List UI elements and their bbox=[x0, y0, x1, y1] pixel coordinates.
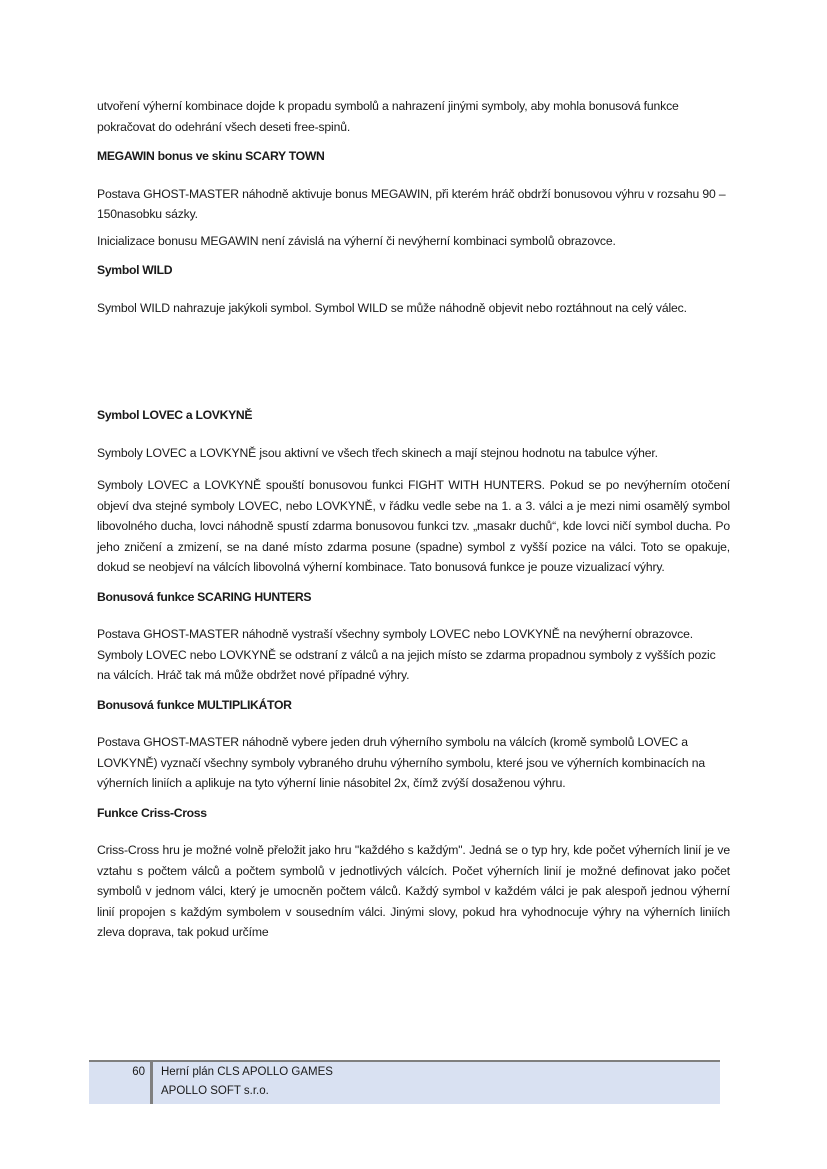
paragraph-multiplikator: Postava GHOST-MASTER náhodně vybere jeden druh výherního symbolu na válcích (kromě symbolů LOVEC a LOVKYNĚ) vyznačí všechny symboly vybraného druhu výherního symbolu, které jsou ve výherních kombinacích na výherních liniích a aplikuje na tyto výherní linie násobitel 2x, čímž zvýší dosaženou výhru. bbox=[97, 735, 705, 790]
heading-criss-cross: Funkce Criss-Cross bbox=[97, 805, 207, 820]
footer-text bbox=[161, 1063, 333, 1101]
footer-divider bbox=[150, 1062, 153, 1104]
paragraph-criss-cross: Criss-Cross hru je možné volně přeložit jako hru "každého s každým". Jedná se o typ hry, kde počet výherních linií je ve vztahu s počtem válců a počtem symbolů v jednotlivých válcích. Počet výherních linií je možné definovat jako počet symbolů v jednom válci, který je umocněn počtem válců. Každý symbol v každém válci je pak alespoň jednou výherní linií propojen s každým symbolem v sousedním válci. Jinými slovy, pokud hra vyhodnocuje výhry na výherních liniích zleva doprava, tak pokud určíme bbox=[97, 843, 730, 939]
paragraph-freespins-continuation: utvoření výherní kombinace dojde k propadu symbolů a nahrazení jinými symboly, aby mohla bonusová funkce pokračovat do odehrání všech deseti free-spinů. bbox=[97, 99, 679, 134]
heading-symbol-lovec-lovkyne: Symbol LOVEC a LOVKYNĚ bbox=[97, 408, 253, 422]
paragraph-symbol-wild: Symbol WILD nahrazuje jakýkoli symbol. Symbol WILD se může náhodně objevit nebo roztáhnout na celý válec. bbox=[97, 300, 687, 315]
blank-space bbox=[97, 324, 730, 400]
document-body bbox=[97, 96, 730, 949]
paragraph-fight-with-hunters: Symboly LOVEC a LOVKYNĚ spouští bonusovou funkci FIGHT WITH HUNTERS. Pokud se po nevýherním otočení objeví dva stejné symboly LOVEC, nebo LOVKYNĚ, v řádku vedle sebe na 1. a 3. válci a je mezi nimi osamělý symbol libovolného ducha, lovci náhodně spustí zdarma bonusovou funkci tzv. „masakr duchů“, kde lovci ničí symbol ducha. Po jeho zničení a zmizení, se na dané místo zdarma posune (spadne) symbol z vyšší pozice na válci. Toto se opakuje, dokud se neobjeví na válcích libovolná výherní kombinace. Tato bonusová funkce je pouze vizualizací výhry. bbox=[97, 478, 730, 574]
paragraph-lovec-lovkyne-active: Symboly LOVEC a LOVKYNĚ jsou aktivní ve všech třech skinech a mají stejnou hodnotu na tabulce výher. bbox=[97, 445, 658, 460]
heading-multiplikator: Bonusová funkce MULTIPLIKÁTOR bbox=[97, 697, 292, 712]
heading-megawin-bonus: MEGAWIN bonus ve skinu SCARY TOWN bbox=[97, 149, 325, 163]
paragraph-megawin-description: Postava GHOST-MASTER náhodně aktivuje bonus MEGAWIN, při kterém hráč obdrží bonusovou výhru v rozsahu 90 – 150nasobku sázky. bbox=[97, 186, 726, 221]
paragraph-megawin-initialization: Inicializace bonusu MEGAWIN není závislá na výherní či nevýherní kombinaci symbolů obrazovce. bbox=[97, 233, 616, 248]
heading-symbol-wild: Symbol WILD bbox=[97, 263, 173, 277]
footer-company-name: APOLLO SOFT s.r.o. bbox=[161, 1085, 269, 1097]
footer-document-title: Herní plán CLS APOLLO GAMES bbox=[161, 1066, 333, 1078]
page-footer bbox=[89, 1060, 720, 1104]
paragraph-scaring-hunters: Postava GHOST-MASTER náhodně vystraší všechny symboly LOVEC nebo LOVKYNĚ na nevýherní obrazovce. Symboly LOVEC nebo LOVKYNĚ se odstraní z válců a na jejich místo se zdarma propadnou symboly z vyšších pozic na válcích. Hráč tak má může obdržet nové případné výhry. bbox=[97, 627, 716, 682]
heading-scaring-hunters: Bonusová funkce SCARING HUNTERS bbox=[97, 589, 312, 604]
page-number: 60 bbox=[132, 1066, 145, 1078]
